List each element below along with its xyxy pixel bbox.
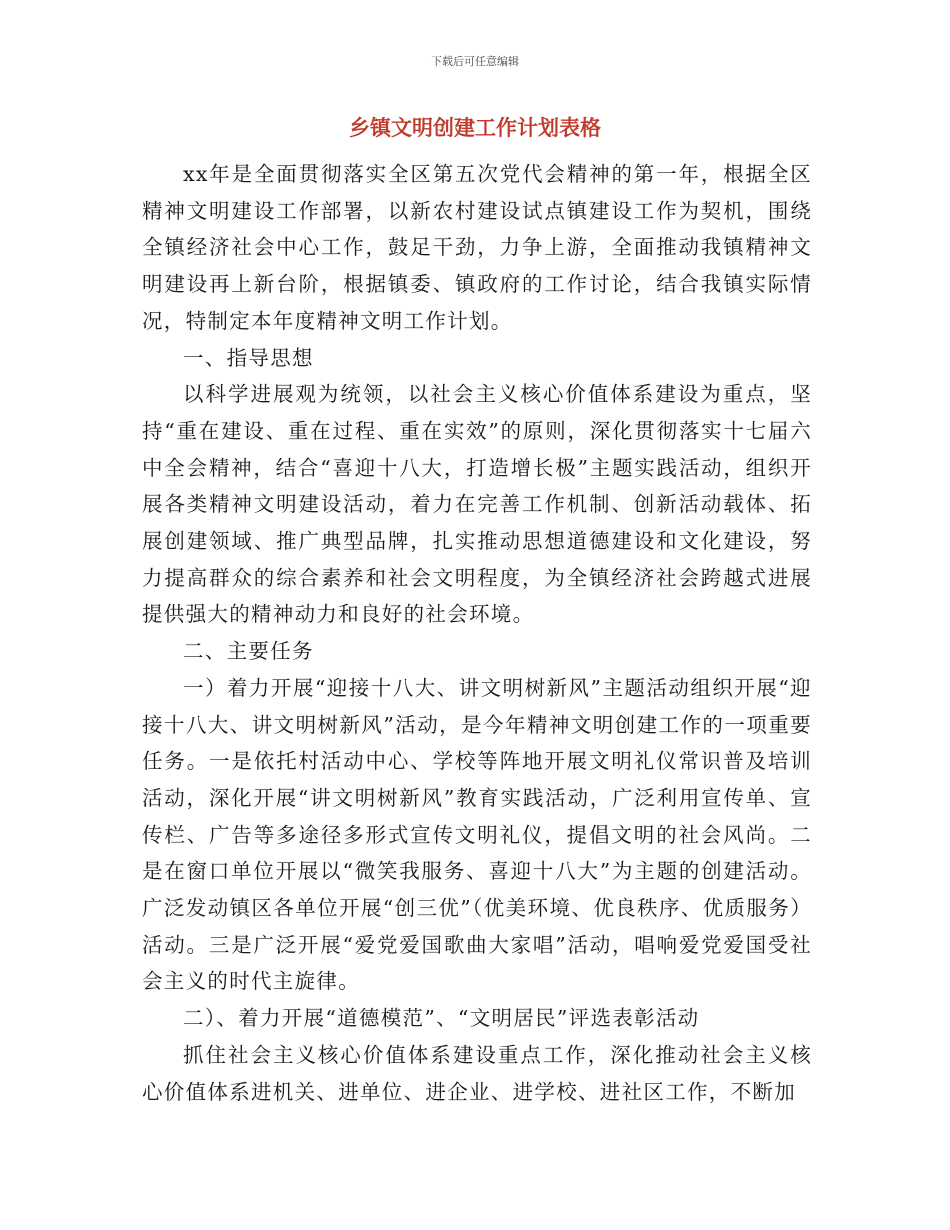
document-body [142, 156, 812, 1110]
document-title: 乡镇文明创建工作计划表格 [349, 116, 601, 140]
section-heading-1: 一、指导思想 [183, 345, 314, 370]
header-note: 下载后可任意编辑 [431, 55, 519, 68]
section-heading-2: 二、主要任务 [183, 639, 314, 664]
paragraph-core-values: 抓住社会主义核心价值体系建设重点工作，深化推动社会主义核心价值体系进机关、进单位、进企业、进学校、进社区工作，不断加 [142, 1042, 812, 1104]
intro-paragraph: xx年是全面贯彻落实全区第五次党代会精神的第一年，根据全区精神文明建设工作部署，以新农村建设试点镇建设工作为契机，围绕全镇经济社会中心工作，鼓足干劲，力争上游，全面推动我镇精神文明建设再上新台阶，根据镇委、镇政府的工作讨论，结合我镇实际情况，特制定本年度精神文明工作计划。 [142, 162, 812, 333]
paragraph-guiding-thought: 以科学进展观为统领，以社会主义核心价值体系建设为重点，坚持“重在建设、重在过程、重在实效”的原则，深化贯彻落实十七届六中全会精神，结合“喜迎十八大，打造增长极”主题实践活动，组织开展各类精神文明建设活动，着力在完善工作机制、创新活动载体、拓展创建领域、推广典型品牌，扎实推动思想道德建设和文化建设，努力提高群众的综合素养和社会文明程度，为全镇经济社会跨越式进展提供强大的精神动力和良好的社会环境。 [142, 382, 812, 627]
paragraph-main-tasks: 一）着力开展“迎接十八大、讲文明树新风”主题活动组织开展“迎接十八大、讲文明树新风”活动，是今年精神文明创建工作的一项重要任务。一是依托村活动中心、学校等阵地开展文明礼仪常识普及培训活动，深化开展“讲文明树新风”教育实践活动，广泛利用宣传单、宣传栏、广告等多途径多形式宣传文明礼仪，提倡文明的社会风尚。二是在窗口单位开展以“微笑我服务、喜迎十八大”为主题的创建活动。广泛发动镇区各单位开展“创三优”（优美环境、优良秩序、优质服务）活动。三是广泛开展“爱党爱国歌曲大家唱”活动，唱响爱党爱国受社会主义的时代主旋律。 [142, 675, 812, 994]
subsection-heading: 二）、着力开展“道德模范”、“文明居民”评选表彰活动 [183, 1006, 700, 1031]
